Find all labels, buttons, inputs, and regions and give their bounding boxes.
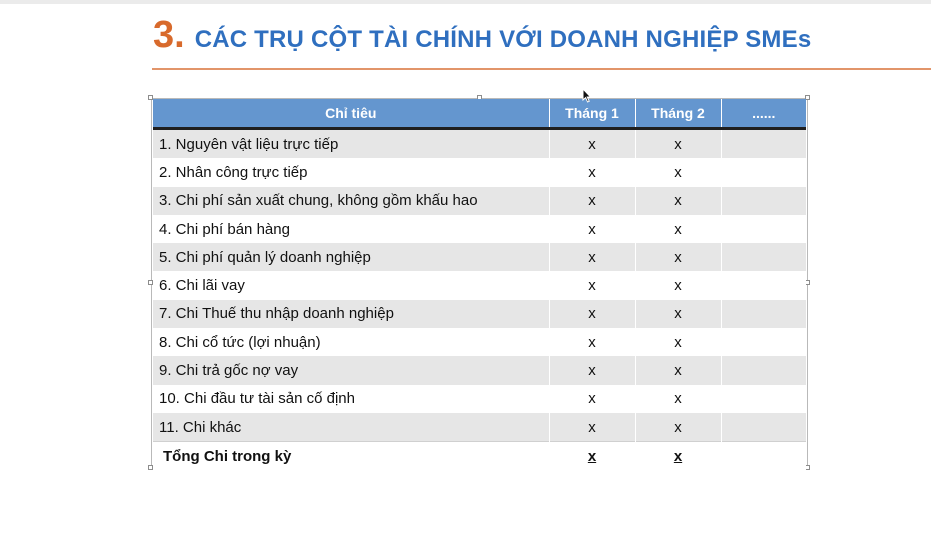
top-strip: [0, 0, 931, 4]
table-row: [153, 243, 806, 271]
cell-month-2[interactable]: x: [635, 158, 721, 186]
cell-month-1[interactable]: x: [549, 356, 635, 384]
expense-table[interactable]: [153, 99, 806, 471]
table-row: [153, 271, 806, 299]
cell-more[interactable]: [721, 158, 806, 186]
table-row: [153, 187, 806, 215]
table-row: [153, 215, 806, 243]
cell-more[interactable]: [721, 215, 806, 243]
cell-month-2[interactable]: x: [635, 271, 721, 299]
row-label[interactable]: 9. Chi trả gốc nợ vay: [153, 356, 549, 384]
total-label[interactable]: Tổng Chi trong kỳ: [153, 442, 549, 471]
cell-month-1[interactable]: x: [549, 129, 635, 159]
cell-month-2[interactable]: x: [635, 413, 721, 442]
cell-month-1[interactable]: x: [549, 158, 635, 186]
cell-month-2[interactable]: x: [635, 243, 721, 271]
mouse-cursor-icon: [582, 88, 592, 103]
cell-month-2[interactable]: x: [635, 328, 721, 356]
cell-more[interactable]: [721, 413, 806, 442]
section-number: 3.: [153, 14, 185, 56]
cell-month-1[interactable]: x: [549, 215, 635, 243]
cell-more[interactable]: [721, 385, 806, 413]
cell-more[interactable]: [721, 187, 806, 215]
cell-month-1[interactable]: x: [549, 385, 635, 413]
table-row: [153, 300, 806, 328]
header-more[interactable]: ......: [721, 99, 806, 129]
cell-month-2[interactable]: x: [635, 385, 721, 413]
total-month-2[interactable]: [635, 442, 721, 471]
table-row: [153, 158, 806, 186]
row-label[interactable]: 6. Chi lãi vay: [153, 271, 549, 299]
cell-month-1[interactable]: x: [549, 243, 635, 271]
row-label[interactable]: 2. Nhân công trực tiếp: [153, 158, 549, 186]
table-header-row: [153, 99, 806, 129]
section-title: CÁC TRỤ CỘT TÀI CHÍNH VỚI DOANH NGHIỆP SMEs: [194, 26, 812, 53]
cell-more[interactable]: [721, 271, 806, 299]
cell-month-2[interactable]: x: [635, 215, 721, 243]
cell-month-1[interactable]: x: [549, 271, 635, 299]
total-month-1[interactable]: [549, 442, 635, 471]
row-label[interactable]: 10. Chi đầu tư tài sản cố định: [153, 385, 549, 413]
row-label[interactable]: 11. Chi khác: [153, 413, 549, 442]
header-indicator[interactable]: Chỉ tiêu: [153, 99, 549, 129]
total-row: [153, 442, 806, 471]
title-underline: [152, 68, 931, 70]
cell-more[interactable]: [721, 356, 806, 384]
header-month-1[interactable]: Tháng 1: [549, 99, 635, 129]
row-label[interactable]: 5. Chi phí quản lý doanh nghiệp: [153, 243, 549, 271]
total-more[interactable]: [721, 442, 806, 471]
cell-month-2[interactable]: x: [635, 187, 721, 215]
cell-more[interactable]: [721, 300, 806, 328]
cell-month-1[interactable]: x: [549, 187, 635, 215]
cell-month-2[interactable]: x: [635, 129, 721, 159]
row-label[interactable]: 4. Chi phí bán hàng: [153, 215, 549, 243]
cell-month-1[interactable]: x: [549, 413, 635, 442]
cell-month-1[interactable]: x: [549, 328, 635, 356]
total-month-1-value: x: [587, 447, 597, 465]
total-month-2-value: x: [673, 447, 683, 465]
table-row: [153, 385, 806, 413]
cell-more[interactable]: [721, 243, 806, 271]
cell-more[interactable]: [721, 129, 806, 159]
table-row: [153, 129, 806, 159]
row-label[interactable]: 1. Nguyên vật liệu trực tiếp: [153, 129, 549, 159]
cell-month-2[interactable]: x: [635, 300, 721, 328]
header-month-2[interactable]: Tháng 2: [635, 99, 721, 129]
row-label[interactable]: 8. Chi cổ tức (lợi nhuận): [153, 328, 549, 356]
row-label[interactable]: 3. Chi phí sản xuất chung, không gồm khấu hao: [153, 187, 549, 215]
cell-month-2[interactable]: x: [635, 356, 721, 384]
cell-month-1[interactable]: x: [549, 300, 635, 328]
table-row: [153, 413, 806, 442]
table-row: [153, 328, 806, 356]
row-label[interactable]: 7. Chi Thuế thu nhập doanh nghiệp: [153, 300, 549, 328]
slide-title: [153, 14, 811, 64]
cell-more[interactable]: [721, 328, 806, 356]
table-row: [153, 356, 806, 384]
